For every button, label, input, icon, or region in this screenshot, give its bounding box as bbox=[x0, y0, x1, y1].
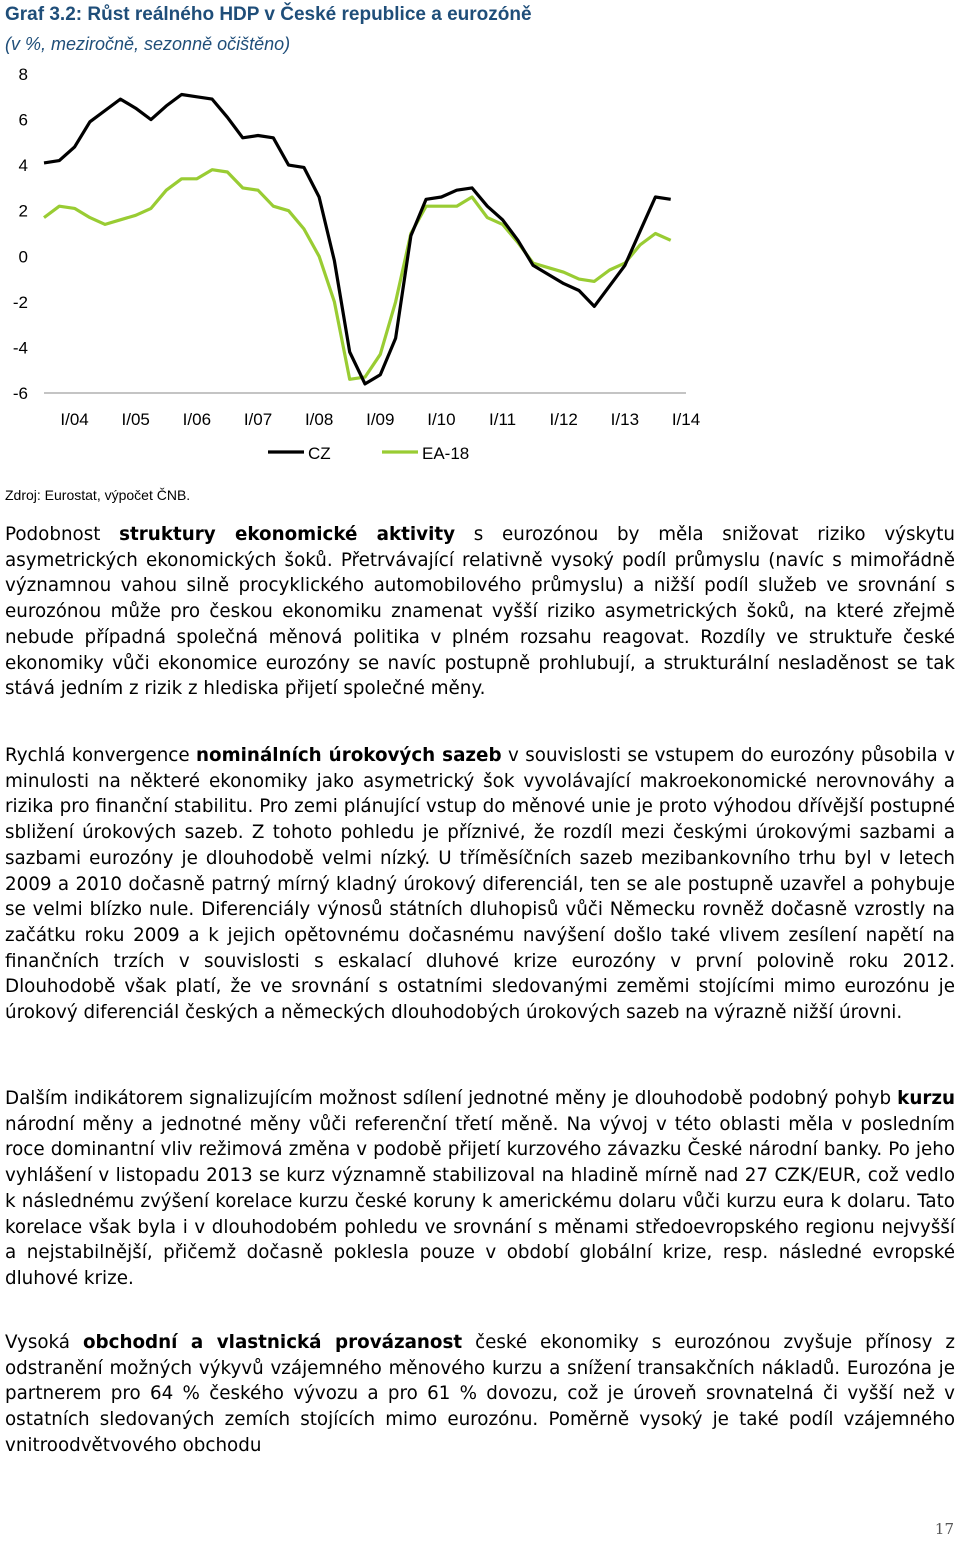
y-tick-label: -6 bbox=[12, 384, 28, 403]
y-tick-label: -2 bbox=[12, 292, 28, 312]
bold-text: kurzu bbox=[897, 1088, 955, 1109]
x-tick-label: I/09 bbox=[366, 410, 395, 429]
bold-text: struktury ekonomické aktivity bbox=[119, 524, 456, 545]
x-tick-label: I/11 bbox=[489, 410, 517, 429]
text-segment: české ekonomiky s eurozónou zvyšuje přínosy z odstranění možných výkyvů vzájemného měnového kurzu a snížení transakčních nákladů. Eurozóna je partnerem pro 64 % českého vývozu a pro 61 % dovozu, což je úroveň srovnatelná či vyšší než v ostatních sledovaných zemích stojících mimo eurozónu. Poměrně vysoký je také podíl vzájemného vnitroodvětvového obchodu bbox=[5, 1332, 955, 1456]
bold-text: nominálních úrokových sazeb bbox=[196, 745, 502, 766]
text-segment: Dalším indikátorem signalizujícím možnost sdílení jednotné měny je dlouhodobě podobný pohyb bbox=[5, 1088, 898, 1109]
series-line-ea-18 bbox=[44, 170, 671, 380]
text-segment: národní měny a jednotné měny vůči referenční třetí měně. Na vývoj v této oblasti měla v posledním roce dominantní vliv režimová změna v podobě přijetí kurzového závazku České národní banky. Po jeho vyhlášení v listopadu 2013 se kurz významně stabilizoval na hladině mírně nad 27 CZK/EUR, což vedlo k následnému zvýšení korelace kurzu české koruny k americkému dolaru vůči kurzu eura k dolaru. Tato korelace však byla i v dlouhodobém pohledu ve srovnání s měnami středoevropského regionu nejvyšší a nejstabilnější, přičemž dočasně poklesla pouze v období globální krize, resp. následné evropské dluhové krize. bbox=[5, 1113, 955, 1289]
chart-subtitle: (v %, meziročně, sezonně očištěno) bbox=[5, 34, 291, 54]
x-tick-label: I/05 bbox=[121, 410, 150, 429]
page-number: 17 bbox=[934, 1520, 954, 1538]
y-tick-label: 0 bbox=[18, 247, 28, 267]
text-segment: s eurozónou by měla snižovat riziko výskytu asymetrických ekonomických šoků. Přetrvávající relativně vysoký podíl průmyslu (navíc s mimořádně významnou vahou silně procyklického automobilového průmyslu) a nižší podíl služeb ve srovnání s eurozónou může pro českou ekonomiku znamenat vyšší riziko asymetrických šoků, na které zřejmě nebude případná společná měnová politika v plném rozsahu reagovat. Rozdíly ve struktuře české ekonomiky vůči ekonomice eurozóny se navíc postupně prohlubují, a strukturální nesladěnost se tak stává jedním z rizik z hlediska přijetí společné měny. bbox=[5, 524, 955, 700]
x-tick-label: I/07 bbox=[243, 410, 273, 429]
paragraph-exchange-rate bbox=[5, 1086, 955, 1292]
y-tick-label: -4 bbox=[12, 338, 28, 358]
x-tick-label: I/10 bbox=[427, 410, 456, 429]
y-tick-label: 8 bbox=[18, 65, 28, 84]
y-tick-label: 6 bbox=[18, 110, 28, 130]
legend-label: EA-18 bbox=[422, 444, 470, 463]
legend-label: CZ bbox=[308, 444, 331, 463]
x-tick-label: I/14 bbox=[671, 410, 700, 429]
y-tick-label: 4 bbox=[18, 156, 28, 176]
series-line-cz bbox=[44, 95, 671, 384]
legend bbox=[268, 444, 469, 463]
gdp-growth-chart bbox=[0, 60, 700, 470]
y-tick-label: 2 bbox=[18, 201, 28, 221]
text-segment: Podobnost bbox=[5, 524, 120, 545]
chart-source: Zdroj: Eurostat, výpočet ČNB. bbox=[5, 487, 191, 503]
x-tick-label: I/06 bbox=[182, 410, 212, 429]
paragraph-structure bbox=[5, 522, 955, 702]
x-tick-label: I/08 bbox=[304, 410, 334, 429]
text-segment: v souvislosti se vstupem do eurozóny působila v minulosti na některé ekonomiky jako asymetrický šok vyvolávající makroekonomické nerovnováhy a rizika pro finanční stabilitu. Pro zemi plánující vstup do měnové unie je proto výhodou dřívější postupné sbližení úrokových sazeb. Z tohoto pohledu je příznivé, že rozdíl mezi českými úrokovými sazbami a sazbami eurozóny je dlouhodobě velmi nízký. U tříměsíčních sazeb mezibankovního trhu byl v letech 2009 a 2010 dočasně patrný mírný kladný úrokový diferenciál, ten se ale postupně uzavřel a pohybuje se velmi blízko nule. Diferenciály výnosů státních dluhopisů vůči Německu rovněž dočasně vzrostly na začátku roku 2009 a k jejich opětovnému dočasnému navýšení došlo také vlivem zesílení napětí na finančních trzích v souvislosti s eskalací dluhové krize eurozóny v první polovině roku 2012. Dlouhodobě však platí, že ve srovnání s ostatními sledovanými zeměmi stojícími mimo eurozónu je úrokový diferenciál českých a německých dlouhodobých úrokových sazeb na výrazně nižší úrovni. bbox=[5, 745, 955, 1024]
x-tick-label: I/12 bbox=[549, 410, 578, 429]
y-axis-ticks bbox=[13, 65, 28, 403]
series-lines bbox=[44, 95, 671, 384]
text-segment: Vysoká bbox=[5, 1332, 83, 1353]
x-axis-ticks bbox=[60, 410, 700, 429]
chart-title: Graf 3.2: Růst reálného HDP v České republice a eurozóně bbox=[5, 4, 532, 25]
x-tick-label: I/13 bbox=[610, 410, 640, 429]
x-tick-label: I/04 bbox=[60, 410, 89, 429]
paragraph-interest-rates bbox=[5, 743, 955, 1026]
text-segment: Rychlá konvergence bbox=[5, 745, 197, 766]
bold-text: obchodní a vlastnická provázanost bbox=[82, 1332, 463, 1353]
paragraph-trade bbox=[5, 1330, 955, 1459]
